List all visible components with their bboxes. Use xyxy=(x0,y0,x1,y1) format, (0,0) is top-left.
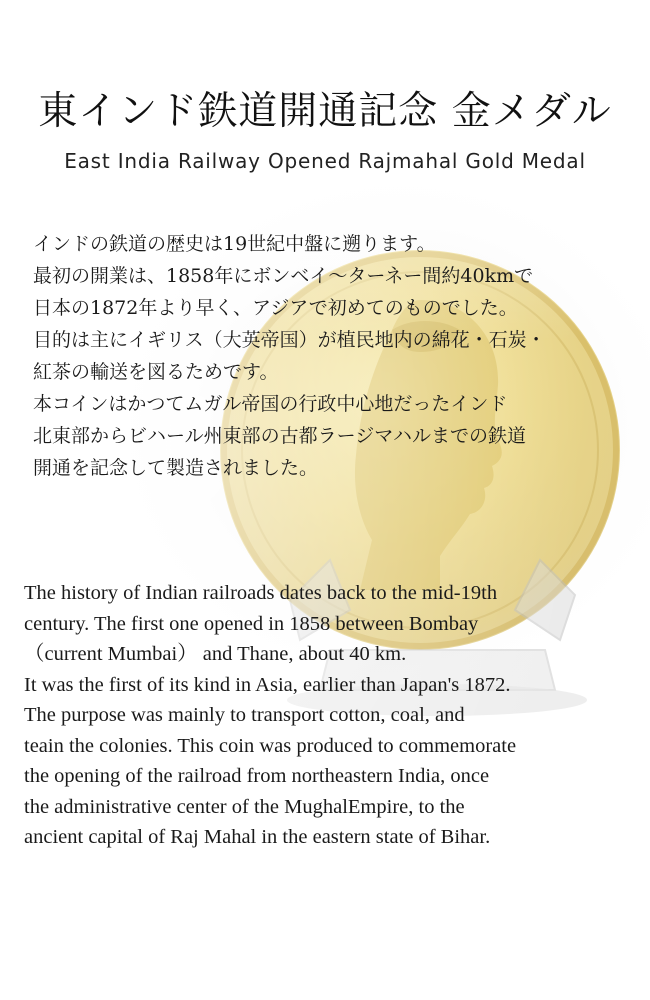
english-text-line: It was the first of its kind in Asia, earlier than Japan's 1872. xyxy=(24,673,511,696)
english-text-line: century. The first one opened in 1858 between Bombay xyxy=(24,612,479,635)
english-description xyxy=(24,578,644,853)
japanese-text-line: インドの鉄道の歴史は19世紀中盤に遡ります。 xyxy=(33,233,436,255)
japanese-text-line: 紅茶の輸送を図るためです。 xyxy=(33,361,279,383)
english-text-line: the administrative center of the MughalEmpire, to the xyxy=(24,795,465,818)
japanese-text-line: 日本の1872年より早く、アジアで初めてのものでした。 xyxy=(33,297,518,319)
page-title-japanese: 東インド鉄道開通記念 金メダル xyxy=(38,89,612,134)
japanese-text-line: 目的は主にイギリス（大英帝国）が植民地内の綿花・石炭・ xyxy=(33,329,546,351)
english-text-line: The history of Indian railroads dates back to the mid-19th xyxy=(24,582,498,604)
japanese-text-line: 本コインはかつてムガル帝国の行政中心地だったインド xyxy=(33,393,508,415)
english-text-line: The purpose was mainly to transport cotton, coal, and xyxy=(24,704,465,726)
page-title-english: East India Railway Opened Rajmahal Gold Medal xyxy=(64,149,586,173)
japanese-description xyxy=(33,228,633,484)
english-text-line: teain the colonies. This coin was produced to commemorate xyxy=(24,734,517,757)
japanese-text-line: 最初の開業は、1858年にボンベイ～ターネー間約40kmで xyxy=(33,265,534,287)
english-text-line: （current Mumbai） and Thane, about 40 km. xyxy=(24,643,407,665)
japanese-text-line: 北東部からビハール州東部の古都ラージマハルまでの鉄道 xyxy=(33,425,527,447)
japanese-text-line: 開通を記念して製造されました。 xyxy=(33,457,319,479)
english-text-line: ancient capital of Raj Mahal in the eastern state of Bihar. xyxy=(24,826,491,848)
english-text-line: the opening of the railroad from northeastern India, once xyxy=(24,765,490,787)
